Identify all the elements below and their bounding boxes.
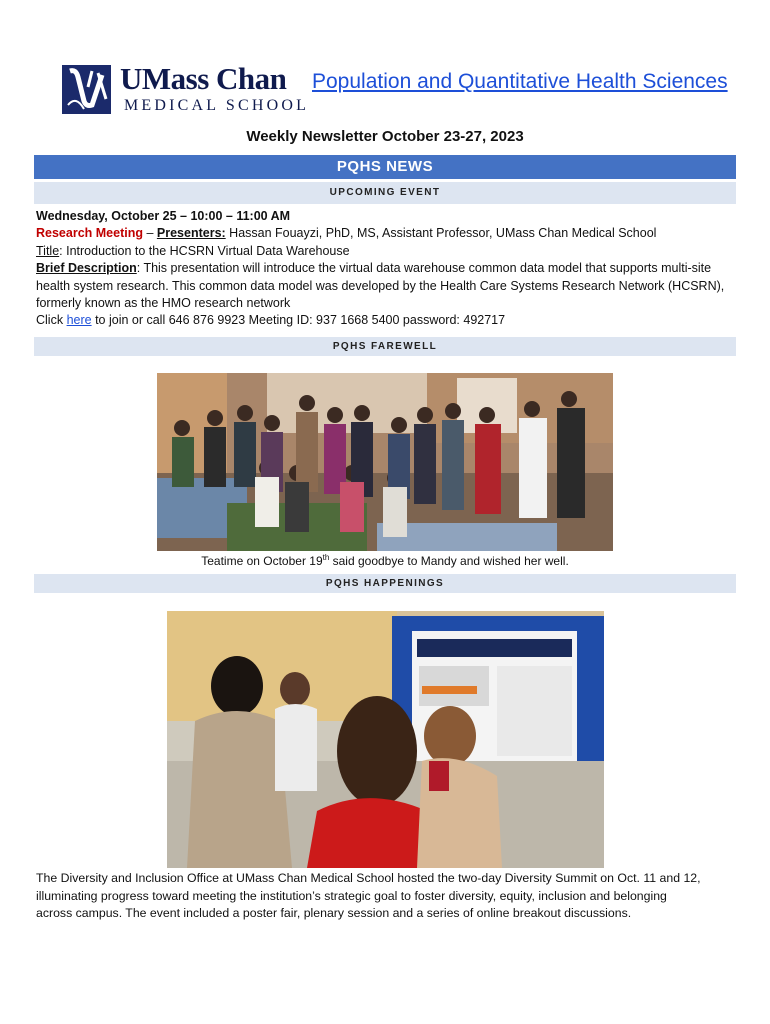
happenings-line-3: across campus. The event included a poster fair, plenary session and a series of online breakout discussions. (36, 906, 632, 921)
brand-subtitle: MEDICAL SCHOOL (124, 97, 310, 114)
click-prefix: Click (36, 313, 67, 328)
section-band-farewell: PQHS FAREWELL (34, 337, 736, 356)
caption-text-before: Teatime on October 19 (201, 554, 323, 568)
event-join-line (36, 312, 724, 329)
event-title-line (36, 243, 724, 260)
event-details (36, 208, 724, 330)
farewell-caption (0, 553, 770, 568)
caption-text-after: said goodbye to Mandy and wished her well. (329, 554, 569, 568)
event-datetime: Wednesday, October 25 – 10:00 – 11:00 AM (36, 209, 291, 223)
diversity-summit-photo (167, 611, 604, 868)
join-here-link[interactable]: here (66, 313, 92, 328)
farewell-group-photo (157, 373, 613, 551)
section-band-happenings: PQHS HAPPENINGS (34, 574, 736, 593)
happenings-line-1: The Diversity and Inclusion Office at UMass Chan Medical School hosted the two-day Diversity Summit on Oct. 11 and 12, (36, 871, 701, 885)
title-value: : Introduction to the HCSRN Virtual Data Warehouse (59, 243, 350, 258)
description-text-1: : This presentation will introduce the virtual data warehouse common data model that supports multi-site (136, 261, 712, 276)
brand-name: UMass Chan (120, 61, 287, 96)
event-presenters-line (36, 225, 724, 242)
join-details: to join or call 646 876 9923 Meeting ID: 937 1668 5400 password: 492717 (91, 313, 506, 328)
section-band-upcoming: UPCOMING EVENT (34, 182, 736, 204)
presenters-value: Hassan Fouayzi, PhD, MS, Assistant Professor, UMass Chan Medical School (225, 226, 657, 241)
umass-logo-icon (62, 65, 111, 114)
happenings-line-2: illuminating progress toward meeting the institution’s strategic goal to foster diversity, equity, inclusion and belonging (36, 888, 667, 903)
caption-superscript: th (322, 553, 330, 562)
department-link[interactable]: Population and Quantitative Health Sciences (312, 70, 728, 93)
event-description-line1 (36, 260, 724, 277)
section-band-news: PQHS NEWS (34, 155, 736, 179)
title-label: Title (36, 243, 60, 258)
happenings-paragraph (36, 870, 736, 923)
event-dash: – (142, 226, 157, 241)
presenters-label: Presenters: (156, 226, 226, 241)
event-description-line3: formerly known as the HMO research network (36, 296, 291, 311)
newsletter-title: Weekly Newsletter October 23-27, 2023 (246, 128, 524, 145)
description-label: Brief Description (36, 261, 137, 276)
event-description-line2: health system research. This common data model was developed by the Health Care Systems Research Network (HCSRN), (36, 278, 725, 293)
event-type: Research Meeting (36, 226, 143, 241)
